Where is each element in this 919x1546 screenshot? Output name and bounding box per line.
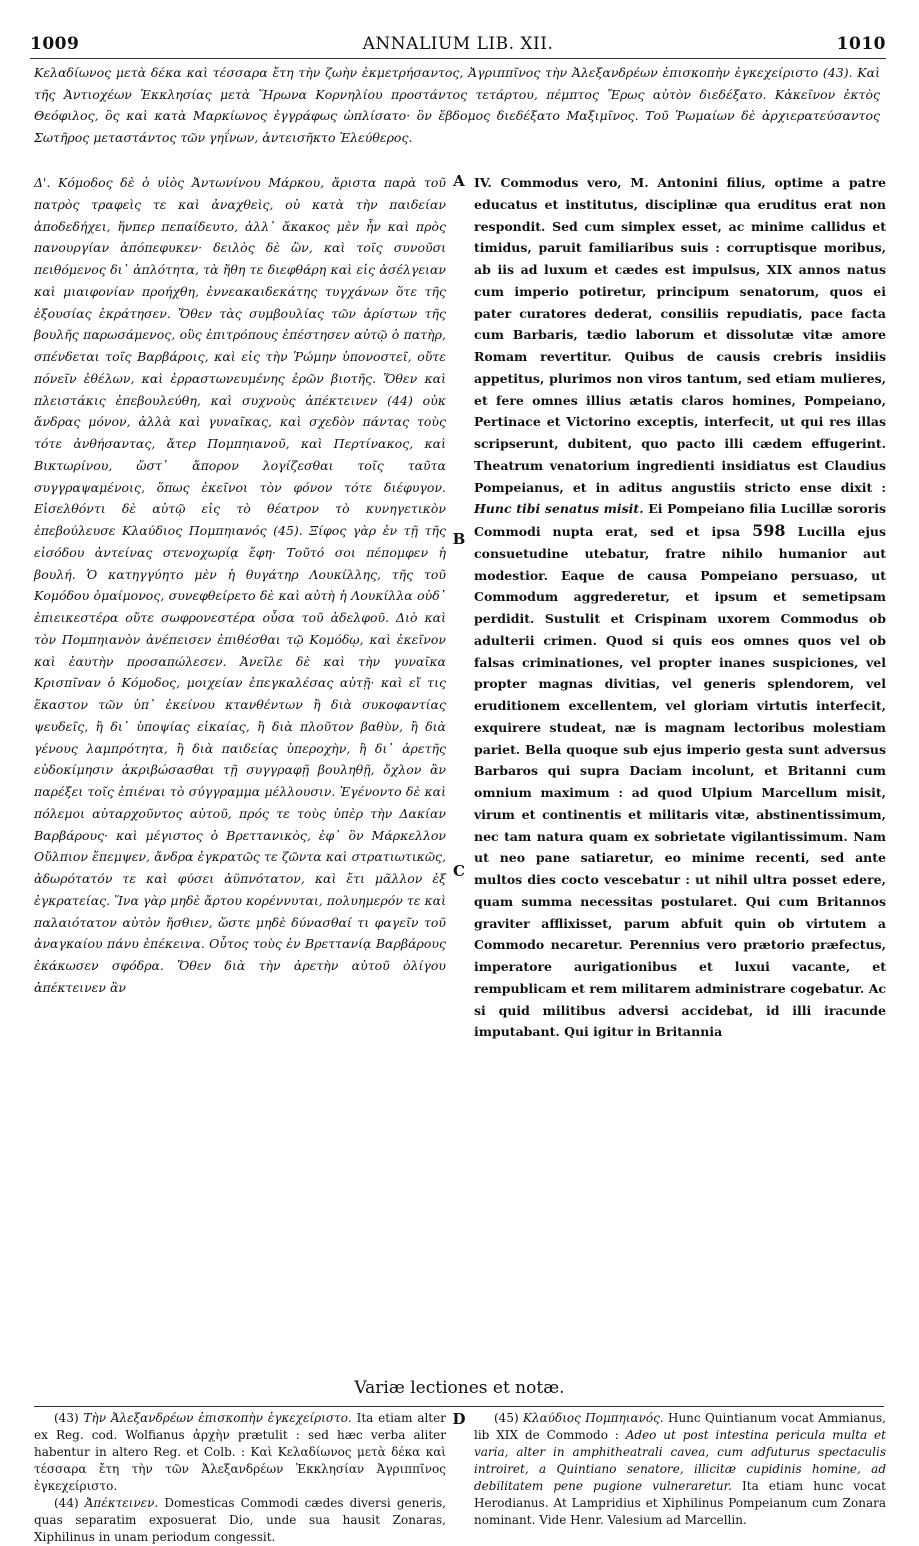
latin-text-part1: IV. Commodus vero, M. Antonini filius, optime a patre educatus et institutus, disciplinæ qua eruditus erat non respondit. Sed cum simplex esset, ac minime callidus et timidus, paruit familiaribus suis : corruptisque moribus, ab iis ad luxum et cædes est impulsus, XIX annos natus cum imperio potiretur, principum senatorum, quos ei pater curatores dederat, consiliis repudiatis, pace facta cum Barbaris, tædio laborum et dissolutæ vitæ amore Romam revertitur. Quibus de causis crebris insidiis appetitus, plurimos non viros tantum, sed etiam mulieres, et fere omnes illius ætatis claros homines, Pompeiano, Pertinace et Victorino exceptis, interfecit, ut qui res illas scripserunt, dubitent, quo pacto illi cædem effugerint. Theatrum venatorium ingredienti insidiatus est Claudius Pompeianus, et in aditus angustiis stricto ense dixit : [474,175,886,495]
running-title: ANNALIUM LIB. XII. [362,34,554,54]
latin-text-part2: Ei Pompeiano filia Lucillæ sororis Commodi nupta erat, sed et ipsa [474,501,886,539]
greek-column [34,172,446,999]
margin-letter-b: B [452,530,466,548]
greek-text-part2: Πομπηιανοῦ, καὶ Περτίνακος, καὶ Βικτωρίνου, ὥστ᾽ ἄπορον λογίζεσθαι τοῖς ταῦτα συγγραψαμένοις, ὅπως ἐκεῖνοι τὸν φόνον τότε διέφυγον. Εἰσελθόντι δὲ αὐτῷ εἰς τὸ θέατρον τὸ κυνηγετικὸν ἐπεβούλευσε Κλαύδιος Πομπηιανός (45). Ξίφος γὰρ ἐν τῇ τῆς εἰσόδου ἀντείνας στενοχωρίᾳ ἔφη· Τοῦτό σοι πέπομφεν ἡ βουλή. Ὁ κατηγγύητο μὲν ἡ θυγάτηρ Λουκίλλης, τῆς τοῦ Κομόδου ὁμαίμονος, συνεφθείρετο δὲ καὶ αὐτὴ ἡ Λουκίλλα οὐδ᾽ ἐπιεικεστέρα οὔτε σωφρονεστέρα οὖσα τοῦ ἀδελφοῦ. Διὸ καὶ τὸν Πομπηιανὸν ἀνέπεισεν ἐπιθέσθαι τῷ Κομόδῳ, καὶ ἐκεῖνον καὶ ἑαυτὴν προσαπώλεσεν. Ἀνεῖλε δὲ καὶ τὴν γυναῖκα Κρισπῖναν ὁ Κόμοδος, μοιχείαν ἐπεγκαλέσας αὐτῇ· καὶ εἴ τις ἕκαστον τῶν ὑπ᾽ ἐκείνου κτανθέντων ἢ διὰ συκοφαντίας ψευδεῖς, ἢ δι᾽ ὑποψίας εἰκαίας, ἢ διὰ [34,436,446,734]
greek-text-part1: Δ'. Κόμοδος δὲ ὁ υἱὸς Ἀντωνίνου Μάρκου, ἄριστα παρὰ τοῦ πατρὸς τραφεὶς τε καὶ ἀναχθεὶς, οὐ κατὰ τὴν παιδείαν ἀποδεδήχει, ἥνπερ πεπαίδευτο, ἀλλ᾽ ἄκακος μὲν ἦν καὶ πρὸς πανουργίαν ἀπόπεφυκεν· δειλὸς δὲ ὢν, καὶ τοῖς συνοῦσι πειθόμενος δι᾽ ἁπλότητα, τὰ ἤθη τε διεφθάρη καὶ εἰς ἀσέλγειαν καὶ μιαιφονίαν προήχθη, ἐννεακαιδεκάτης τυγχάνων ὅτε τῆς ἐξουσίας ἐκράτησεν. Ὅθεν τὰς συμβουλίας τῶν ἀρίστων τῆς βουλῆς παρωσάμενος, οὓς ἐπιτρόπους ἐπέστησεν αὐτῷ ὁ πατὴρ, σπένδεται τοῖς Βαρβάροις, καὶ εἰς τὴν Ῥώμην ὑπονοστεῖ, οὔτε πόνεῖν ἐθέλων, καὶ ἐρραστωνευμένης ἐρῶν βιοτῆς. Ὅθεν καὶ πλειστάκις ἐπεβουλεύθη, καὶ συχνοὺς ἀπέκτεινεν (44) οὐκ ἄνδρας μόνον, ἀλλὰ καὶ γυναῖκας, καὶ σχεδὸν πάντας τοὺς τότε ἀνθήσαντας, ἄτερ [34,175,446,451]
header-rule [30,58,886,59]
note-45 [474,1410,886,1529]
margin-letter-c: C [453,862,465,880]
note-45-number: (45) [494,1411,519,1425]
note-45-text-2: Ita etiam hunc vocat Herodianus. At Lampridius et Xiphilinus Pompeianum cum Zonara nominant. Vide Henr. Valesium ad Marcellin. [474,1479,886,1527]
margin-letter-d: D [452,1410,466,1428]
note-45-quote: Adeo ut post intestina pericula multa et varia, alter in amphitheatrali cavea, cum adfuturus spectaculis introiret, a Quintiano senatore, illicitæ cupidinis homine, ad debilitatem pene pugione vulneraretur. [474,1428,886,1493]
note-44 [34,1495,446,1546]
latin-quote: Hunc tibi senatus misit. [474,501,644,517]
inline-page-number: 598 [752,521,786,540]
page-header [30,34,886,58]
note-45-text-1: Hunc Quintianum vocat Ammianus, lib XIX de Commodo : [474,1411,886,1442]
note-44-number: (44) [54,1496,79,1510]
latin-column [474,172,886,1043]
note-44-lemma: Ἀπέκτεινεν. [84,1496,159,1510]
note-45-lemma: Κλαύδιος Πομπηιανός. [523,1411,664,1425]
latin-text-part3: Lucilla ejus consuetudine utebatur, fratre nihilo humanior aut modestior. Eaque de causa Pompeiano persuaso, ut Commodum aggrederetur, et ipsum et semetipsam perdidit. Sustulit et Crispinam uxorem Commodus ob adulterii crimen. Quod si quis eos omnes quos vel ob falsas criminationes, vel propter inanes suspiciones, vel propter magnas divitias, vel generis splendorem, vel eruditionem excellentem, vel gloriam virtutis interfecit, exquirere studeat, næ is magnam lectoribus molestiam pariet. Bella quoque sub ejus imperio gesta sunt adversus Barbaros qui supra Daciam incolunt, et Britanni cum omnium maximum : ad quod Ulpium Marcellum misit, virum et continentis et militaris vitæ, abstinentissimum, nec tam natura quam ex sobrietate vigilantissimum. Nam ut neo pane satiaretur, eo minime recenti, sed ante multos dies cocto vescebatur : ut nihil ultra posset edere, quam summa necessitas postularet. Qui cum Britannos graviter afflixisset, parum abfuit quin ob virtutem a Commodo necaretur. Perennius vero prætorio præfectus, imperatore aurigationibus et luxui vacante, et rempublicam et rem militarem administrare cogebatur. Ac si quid militibus adversi accidebat, id illi iracunde imputabant. Qui igitur in Britannia [474,524,886,1040]
page-number-right: 1010 [836,34,886,54]
page-number-left: 1009 [30,34,80,54]
note-43-lemma: Τὴν Ἀλεξανδρέων ἐπισκοπὴν ἐγκεχείριστο. [83,1411,352,1425]
notes-rule [34,1406,884,1407]
notes-left-column [34,1410,446,1546]
note-43-text: Ita etiam alter ex Reg. cod. Wolfianus ἀρχὴν prætulit : sed hæc verba aliter habentur in altero Reg. et Colb. : Καὶ Κελαδίωνος μετὰ δέκα καὶ τέσσαρα ἔτη τὴν τῶν Ἀλεξανδρέων Ἐκκλησίαν Ἀγριππῖνος ἐγκεχείριστο. [34,1411,446,1493]
intro-paragraph: Κελαδίωνος μετὰ δέκα καὶ τέσσαρα ἔτη τὴν ζωὴν ἐκμετρήσαντος, Ἀγριππῖνος τὴν Ἀλεξανδρέων ἐπισκοπὴν ἐγκεχείριστο (43). Καὶ τῆς Ἀντιοχέων Ἐκκλησίας μετὰ Ἥρωνα Κορνηλίου προστάντος τετάρτου, πέμπτος Ἔρως αὐτὸν διεδέξατο. Κἀκεῖνον ἐκτὸς Θεόφιλος, ὃς καὶ κατὰ Μαρκίωνος ἐγγράφως ὡπλίσατο· ὃν ἕβδομος διεδέξατο Μαξιμῖνος. Τοῦ Ῥωμαίων δὲ ἀρχιερατεύσαντος Σωτῆρος μεταστάντος τῶν γηΐνων, ἀντεισῆκτο Ἐλεύθερος. [34,65,880,145]
notes-title: Variæ lectiones et notæ. [354,1378,565,1398]
notes-right-column [474,1410,886,1529]
note-43 [34,1410,446,1495]
margin-letter-a: A [453,172,465,190]
greek-text-part3: πλοῦτον βαθὺν, ἢ διὰ γένους λαμπρότητα, ἢ διὰ παιδείας ὑπεροχὴν, ἢ δι᾽ ἀρετῆς εὐδοκίμησιν ἀκριβώσασθαι τῇ συγγραφῇ βουληθῇ, ὄχλον ἂν παρέξει τοῖς ἐπιέναι τὸ σύγγραμμα μέλλουσιν. Ἐγένοντο δὲ καὶ πόλεμοι αὐταρχοῦντος αὐτοῦ, πρός τε τοὺς ὑπὲρ τὴν Δακίαν Βαρβάρους· καὶ μέγιστος ὁ Βρεττανικὸς, ἐφ᾽ ὃν Μάρκελλον Οὔλπιον ἔπεμψεν, ἄνδρα ἐγκρατῶς τε ζῶντα καὶ στρατιωτικῶς, ἀδωρότατόν τε καὶ φύσει ἀϋπνότατον, καὶ ἔτι μᾶλλον ἐξ ἐγκρατείας. Ἵνα γὰρ μηδὲ ἄρτου κορέννυται, πολυημερόν τε καὶ παλαιότατον αὐτὸν ἤσθιεν, ὥστε μηδὲ δύνασθαί τι φαγεῖν τοῦ ἀναγκαίου πάνυ ἐπέκεινα. Οὗτος τοὺς ἐν Βρεττανίᾳ Βαρβάρους ἐκάκωσεν σφόδρα. Ὅθεν διὰ τὴν ἀρετὴν αὐτοῦ ὀλίγου ἀπέκτεινεν ἂν [34,718,446,995]
note-44-text: Domesticas Commodi cædes diversi generis, quas separatim exposuerat Dio, unde sua hausit Zonaras, Xiphilinus in unam periodum congessit. [34,1496,446,1544]
note-43-number: (43) [54,1411,79,1425]
